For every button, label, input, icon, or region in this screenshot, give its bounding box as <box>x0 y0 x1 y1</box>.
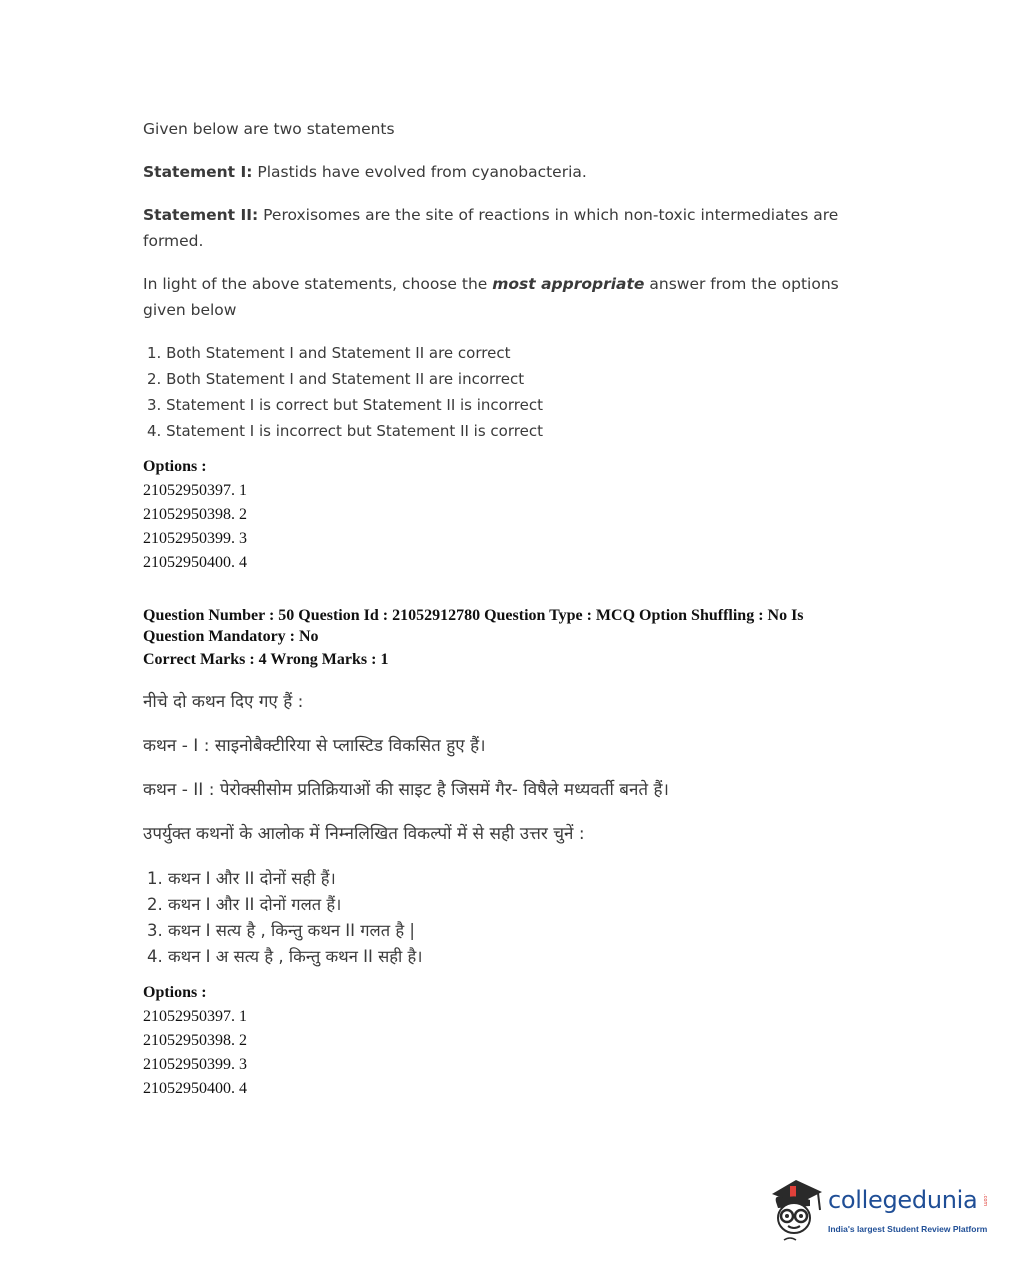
mascot-icon <box>766 1176 826 1242</box>
question-hindi <box>143 690 883 970</box>
list-item: 3. Statement I is correct but Statement II is incorrect <box>147 396 543 414</box>
option-id: 21052950398. 2 <box>143 506 247 523</box>
option-id: 21052950399. 3 <box>143 530 247 547</box>
options-block-1 <box>143 455 247 575</box>
option-id: 21052950398. 2 <box>143 1032 247 1049</box>
list-item: 4. कथन I अ सत्य है , किन्तु कथन II सही है। <box>147 947 423 966</box>
statement-2-text: Peroxisomes are the site of reactions in which non-toxic intermediates are formed. <box>143 206 839 250</box>
list-item: 1. Both Statement I and Statement II are correct <box>147 344 511 362</box>
statement-1-label: Statement I: <box>143 163 253 181</box>
collegedunia-logo <box>766 1176 998 1242</box>
instruction-emphasis: most appropriate <box>492 275 645 293</box>
list-item: 4. Statement I is incorrect but Statement II is correct <box>147 422 543 440</box>
option-id: 21052950397. 1 <box>143 1008 247 1025</box>
question-meta-line: Question Number : 50 Question Id : 21052912780 Question Type : MCQ Option Shuffling : No Is <box>143 607 804 624</box>
question-intro: Given below are two statements <box>143 120 395 138</box>
options-header: Options : <box>143 458 207 475</box>
statement-2 <box>143 202 883 254</box>
logo-tagline: India's largest Student Review Platform <box>828 1224 988 1234</box>
question-english <box>143 116 883 444</box>
list-item: 1. कथन I और II दोनों सही हैं। <box>147 869 336 888</box>
option-id: 21052950399. 3 <box>143 1056 247 1073</box>
list-item: 3. कथन I सत्य है , किन्तु कथन II गलत है | <box>147 921 415 940</box>
logo-domain: .com <box>982 1194 988 1207</box>
option-id: 21052950397. 1 <box>143 482 247 499</box>
statement-2-hindi: कथन - II : पेरोक्सीसोम प्रतिक्रियाओं की साइट है जिसमें गैर- विषैले मध्यवर्ती बनते हैं। <box>143 780 669 800</box>
question-meta-line: Correct Marks : 4 Wrong Marks : 1 <box>143 651 389 668</box>
options-header: Options : <box>143 984 207 1001</box>
list-item: 2. Both Statement I and Statement II are incorrect <box>147 370 525 388</box>
answer-list-hindi <box>143 866 883 970</box>
question-meta-line: Question Mandatory : No <box>143 628 319 645</box>
option-id: 21052950400. 4 <box>143 554 247 571</box>
statement-1 <box>143 159 883 185</box>
instruction: In light of the above statements, choose the most appropriate answer from the options given below <box>143 275 839 319</box>
question-intro-hindi: नीचे दो कथन दिए गए हैं : <box>143 692 304 712</box>
logo-brand: collegedunia <box>828 1186 978 1214</box>
statement-2-label: Statement II: <box>143 206 259 224</box>
instruction-hindi: उपर्युक्त कथनों के आलोक में निम्नलिखित विकल्पों में से सही उत्तर चुनें : <box>143 824 585 844</box>
list-item: 2. कथन I और II दोनों गलत हैं। <box>147 895 342 914</box>
answer-list-english <box>143 340 883 444</box>
options-block-2 <box>143 981 247 1101</box>
question-meta <box>143 605 883 670</box>
statement-1-hindi: कथन - I : साइनोबैक्टीरिया से प्लास्टिड विकसित हुए हैं। <box>143 736 486 756</box>
option-id: 21052950400. 4 <box>143 1080 247 1097</box>
statement-1-text: Plastids have evolved from cyanobacteria. <box>252 163 587 181</box>
